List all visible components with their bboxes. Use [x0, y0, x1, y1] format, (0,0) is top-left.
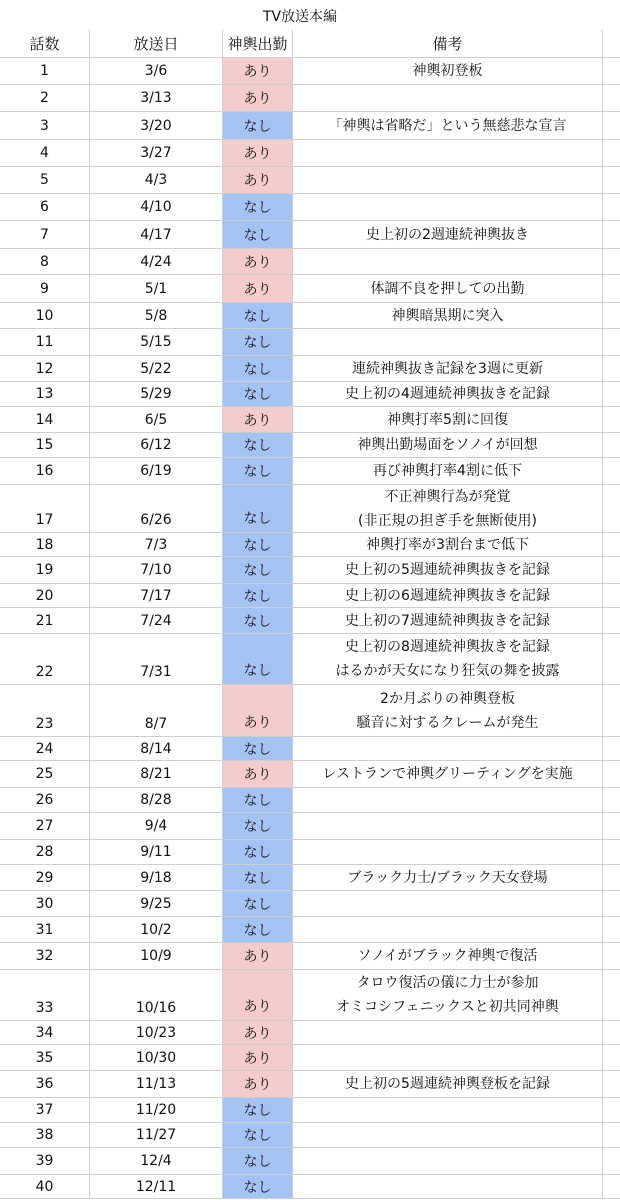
table-row: [0, 275, 620, 303]
note-cell[interactable]: [293, 891, 603, 917]
empty-cell[interactable]: [603, 533, 620, 557]
episode-cell[interactable]: 2: [0, 85, 90, 112]
date-cell[interactable]: 3/20: [90, 112, 223, 140]
date-cell[interactable]: 7/17: [90, 584, 223, 608]
date-cell[interactable]: 9/18: [90, 865, 223, 891]
episode-cell[interactable]: 37: [0, 1098, 90, 1123]
episode-cell[interactable]: 32: [0, 943, 90, 970]
table-row: [0, 943, 620, 970]
flag-cell-nashi[interactable]: なし: [223, 1148, 293, 1175]
table-row: [0, 1123, 620, 1148]
flag-cell-nashi[interactable]: なし: [223, 194, 293, 221]
note-cell[interactable]: [293, 1123, 603, 1148]
empty-cell[interactable]: [603, 1098, 620, 1123]
episode-cell[interactable]: 20: [0, 584, 90, 608]
flag-cell-ari[interactable]: あり: [223, 1045, 293, 1071]
note-line: ソノイがブラック神輿で復活: [357, 948, 538, 964]
flag-cell-nashi[interactable]: なし: [223, 584, 293, 608]
date-cell[interactable]: 12/4: [90, 1148, 223, 1175]
header-episode[interactable]: 話数: [0, 30, 90, 58]
note-line: 騒音に対するクレームが発生: [356, 714, 539, 731]
flag-cell-nashi[interactable]: なし: [223, 634, 293, 685]
table-row: [0, 584, 620, 608]
date-cell[interactable]: 5/22: [90, 356, 223, 382]
date-cell[interactable]: 4/24: [90, 249, 223, 275]
empty-cell[interactable]: [603, 221, 620, 249]
note-line: (非正規の担ぎ手を無断使用): [358, 512, 537, 529]
date-cell[interactable]: 6/19: [90, 458, 223, 485]
empty-cell[interactable]: [603, 584, 620, 608]
note-cell[interactable]: [293, 85, 603, 112]
flag-cell-ari[interactable]: あり: [223, 249, 293, 275]
episode-cell[interactable]: 14: [0, 407, 90, 433]
note-cell[interactable]: [293, 840, 603, 865]
table-row: [0, 557, 620, 584]
table-row: [0, 407, 620, 433]
empty-cell[interactable]: [603, 608, 620, 634]
table-row: [0, 813, 620, 840]
flag-cell-ari[interactable]: あり: [223, 761, 293, 788]
flag-cell-nashi[interactable]: なし: [223, 840, 293, 865]
flag-cell-nashi[interactable]: なし: [223, 788, 293, 813]
flag-cell-nashi[interactable]: なし: [223, 813, 293, 840]
empty-cell[interactable]: [603, 303, 620, 329]
date-cell[interactable]: 3/6: [90, 58, 223, 85]
flag-cell-nashi[interactable]: なし: [223, 112, 293, 140]
empty-cell[interactable]: [603, 30, 620, 58]
note-line: 史上初の7週連続神輿抜きを記録: [345, 612, 550, 629]
note-line: はるかが天女になり狂気の舞を披露: [335, 663, 560, 679]
note-cell[interactable]: [293, 1045, 603, 1071]
note-line: ブラック力士/ブラック天女登場: [347, 869, 548, 886]
note-cell[interactable]: [293, 608, 603, 634]
episode-cell[interactable]: 5: [0, 167, 90, 194]
table-row: [0, 1071, 620, 1098]
note-cell[interactable]: [293, 865, 603, 891]
date-cell[interactable]: 6/5: [90, 407, 223, 433]
empty-cell[interactable]: [603, 1175, 620, 1199]
date-cell[interactable]: 5/1: [90, 275, 223, 303]
note-line: 連続神輿抜き記録を3週に更新: [352, 360, 543, 377]
empty-cell[interactable]: [603, 140, 620, 167]
table-row: [0, 788, 620, 813]
note-cell[interactable]: [293, 167, 603, 194]
episode-cell[interactable]: 3: [0, 112, 90, 140]
empty-cell[interactable]: [603, 275, 620, 303]
flag-cell-nashi[interactable]: なし: [223, 221, 293, 249]
date-cell[interactable]: 10/30: [90, 1045, 223, 1071]
table-row: [0, 221, 620, 249]
date-cell[interactable]: 11/20: [90, 1098, 223, 1123]
table-row: [0, 1098, 620, 1123]
episode-cell[interactable]: 18: [0, 533, 90, 557]
note-cell[interactable]: [293, 433, 603, 458]
note-line: 2か月ぶりの神輿登板: [380, 690, 515, 707]
empty-cell[interactable]: [603, 485, 620, 533]
empty-cell[interactable]: [603, 407, 620, 433]
date-cell[interactable]: 11/27: [90, 1123, 223, 1148]
note-line: タロウ復活の儀に力士が参加: [356, 975, 539, 991]
episode-cell[interactable]: 17: [0, 485, 90, 533]
note-cell[interactable]: [293, 685, 603, 737]
empty-cell[interactable]: [603, 917, 620, 943]
empty-cell[interactable]: [603, 433, 620, 458]
note-cell[interactable]: [293, 584, 603, 608]
table-row: [0, 634, 620, 685]
date-cell[interactable]: 4/10: [90, 194, 223, 221]
table-row: [0, 85, 620, 112]
flag-cell-nashi[interactable]: なし: [223, 433, 293, 458]
date-cell[interactable]: 8/7: [90, 685, 223, 737]
table-row: [0, 737, 620, 761]
empty-cell[interactable]: [603, 329, 620, 356]
empty-cell[interactable]: [603, 1045, 620, 1071]
note-cell[interactable]: [293, 970, 603, 1021]
date-cell[interactable]: 5/29: [90, 382, 223, 407]
empty-cell[interactable]: [603, 943, 620, 970]
note-line: 神輿暗黒期に突入: [391, 307, 504, 324]
empty-cell[interactable]: [603, 634, 620, 685]
empty-cell[interactable]: [603, 85, 620, 112]
empty-cell[interactable]: [603, 1071, 620, 1098]
empty-cell[interactable]: [603, 194, 620, 221]
flag-cell-nashi[interactable]: なし: [223, 557, 293, 584]
empty-cell[interactable]: [603, 761, 620, 788]
episode-cell[interactable]: 30: [0, 891, 90, 917]
episode-cell[interactable]: 19: [0, 557, 90, 584]
episode-cell[interactable]: 11: [0, 329, 90, 356]
empty-cell[interactable]: [603, 58, 620, 85]
date-cell[interactable]: 12/11: [90, 1175, 223, 1199]
note-line: 神輿初登板: [412, 63, 483, 79]
episode-cell[interactable]: 26: [0, 788, 90, 813]
note-cell[interactable]: [293, 382, 603, 407]
episode-cell[interactable]: 35: [0, 1045, 90, 1071]
table-row: [0, 485, 620, 533]
table-row: [0, 249, 620, 275]
note-cell[interactable]: [293, 140, 603, 167]
note-cell[interactable]: [293, 458, 603, 485]
note-cell[interactable]: [293, 634, 603, 685]
table-row: [0, 970, 620, 1021]
table-row: [0, 167, 620, 194]
empty-cell[interactable]: [603, 1123, 620, 1148]
episode-cell[interactable]: 24: [0, 737, 90, 761]
header-date[interactable]: 放送日: [90, 30, 223, 58]
date-cell[interactable]: 8/14: [90, 737, 223, 761]
date-cell[interactable]: 4/17: [90, 221, 223, 249]
note-cell[interactable]: [293, 221, 603, 249]
note-cell[interactable]: [293, 249, 603, 275]
empty-cell[interactable]: [603, 167, 620, 194]
note-line: 神輿打率5割に回復: [387, 411, 508, 428]
table-row: [0, 112, 620, 140]
empty-cell[interactable]: [603, 382, 620, 407]
episode-cell[interactable]: 8: [0, 249, 90, 275]
episode-cell[interactable]: 33: [0, 970, 90, 1021]
flag-cell-ari[interactable]: あり: [223, 275, 293, 303]
empty-cell[interactable]: [603, 737, 620, 761]
date-cell[interactable]: 7/3: [90, 533, 223, 557]
note-cell[interactable]: [293, 1148, 603, 1175]
flag-cell-nashi[interactable]: なし: [223, 356, 293, 382]
flag-cell-nashi[interactable]: なし: [223, 865, 293, 891]
flag-cell-ari[interactable]: あり: [223, 970, 293, 1021]
date-cell[interactable]: 8/28: [90, 788, 223, 813]
date-cell[interactable]: 10/23: [90, 1021, 223, 1045]
flag-cell-ari[interactable]: あり: [223, 685, 293, 737]
note-line: レストランで神輿グリーティングを実施: [322, 766, 573, 782]
flag-cell-nashi[interactable]: なし: [223, 1098, 293, 1123]
note-line: 史上初の2週連続神輿抜き: [366, 226, 529, 243]
date-cell[interactable]: 4/3: [90, 167, 223, 194]
episode-cell[interactable]: 29: [0, 865, 90, 891]
note-cell[interactable]: [293, 943, 603, 970]
episode-cell[interactable]: 31: [0, 917, 90, 943]
date-cell[interactable]: 9/25: [90, 891, 223, 917]
empty-cell[interactable]: [603, 865, 620, 891]
episode-cell[interactable]: 13: [0, 382, 90, 407]
table-row: [0, 329, 620, 356]
empty-cell[interactable]: [603, 970, 620, 1021]
note-cell[interactable]: [293, 356, 603, 382]
note-cell[interactable]: [293, 557, 603, 584]
table-row: [0, 917, 620, 943]
date-cell[interactable]: 7/31: [90, 634, 223, 685]
episode-cell[interactable]: 16: [0, 458, 90, 485]
table-row: [0, 1175, 620, 1199]
table-row: [0, 458, 620, 485]
note-cell[interactable]: [293, 329, 603, 356]
note-line: 体調不良を押しての出勤: [370, 280, 525, 297]
note-cell[interactable]: [293, 533, 603, 557]
flag-cell-nashi[interactable]: なし: [223, 1175, 293, 1199]
note-line: 史上初の4週連続神輿抜きを記録: [345, 386, 550, 402]
date-cell[interactable]: 7/10: [90, 557, 223, 584]
episode-cell[interactable]: 21: [0, 608, 90, 634]
table-row: [0, 1045, 620, 1071]
empty-cell[interactable]: [603, 840, 620, 865]
empty-cell[interactable]: [603, 557, 620, 584]
note-line: 「神輿は省略だ」という無慈悲な宣言: [328, 117, 567, 134]
flag-cell-nashi[interactable]: なし: [223, 917, 293, 943]
table-row: [0, 608, 620, 634]
note-cell[interactable]: [293, 917, 603, 943]
note-line: 史上初の5週連続神輿登板を記録: [345, 1076, 550, 1092]
note-line: 再び神輿打率4割に低下: [373, 463, 522, 479]
note-cell[interactable]: [293, 1021, 603, 1045]
note-cell[interactable]: [293, 1098, 603, 1123]
date-cell[interactable]: 11/13: [90, 1071, 223, 1098]
table-row: [0, 140, 620, 167]
header-row: [0, 30, 620, 58]
empty-cell[interactable]: [603, 1148, 620, 1175]
table-row: [0, 433, 620, 458]
date-cell[interactable]: 10/9: [90, 943, 223, 970]
episode-cell[interactable]: 27: [0, 813, 90, 840]
episode-cell[interactable]: 36: [0, 1071, 90, 1098]
header-note[interactable]: 備考: [293, 30, 603, 58]
table-row: [0, 356, 620, 382]
empty-cell[interactable]: [603, 356, 620, 382]
empty-cell[interactable]: [603, 685, 620, 737]
episode-cell[interactable]: 25: [0, 761, 90, 788]
date-cell[interactable]: 5/8: [90, 303, 223, 329]
flag-cell-nashi[interactable]: なし: [223, 458, 293, 485]
date-cell[interactable]: 9/4: [90, 813, 223, 840]
table-row: [0, 382, 620, 407]
episode-cell[interactable]: 15: [0, 433, 90, 458]
episode-cell[interactable]: 38: [0, 1123, 90, 1148]
note-cell[interactable]: [293, 737, 603, 761]
table-row: [0, 1021, 620, 1045]
flag-cell-ari[interactable]: あり: [223, 1021, 293, 1045]
date-cell[interactable]: 3/13: [90, 85, 223, 112]
flag-cell-nashi[interactable]: なし: [223, 533, 293, 557]
flag-cell-nashi[interactable]: なし: [223, 485, 293, 533]
date-cell[interactable]: 7/24: [90, 608, 223, 634]
episode-cell[interactable]: 4: [0, 140, 90, 167]
flag-cell-ari[interactable]: あり: [223, 407, 293, 433]
table-row: [0, 58, 620, 85]
note-cell[interactable]: [293, 813, 603, 840]
date-cell[interactable]: 6/26: [90, 485, 223, 533]
date-cell[interactable]: 8/21: [90, 761, 223, 788]
episode-cell[interactable]: 12: [0, 356, 90, 382]
table-row: [0, 194, 620, 221]
note-line: 史上初の5週連続神輿抜きを記録: [345, 562, 550, 578]
note-line: 史上初の6週連続神輿抜きを記録: [345, 587, 550, 604]
flag-cell-ari[interactable]: あり: [223, 58, 293, 85]
note-cell[interactable]: [293, 303, 603, 329]
episode-cell[interactable]: 34: [0, 1021, 90, 1045]
episode-cell[interactable]: 6: [0, 194, 90, 221]
table-row: [0, 685, 620, 737]
empty-cell[interactable]: [603, 788, 620, 813]
note-cell[interactable]: [293, 194, 603, 221]
table-row: [0, 891, 620, 917]
empty-cell[interactable]: [603, 112, 620, 140]
flag-cell-ari[interactable]: あり: [223, 1071, 293, 1098]
date-cell[interactable]: 10/16: [90, 970, 223, 1021]
flag-cell-nashi[interactable]: なし: [223, 1123, 293, 1148]
date-cell[interactable]: 9/11: [90, 840, 223, 865]
flag-cell-ari[interactable]: あり: [223, 85, 293, 112]
episode-cell[interactable]: 1: [0, 58, 90, 85]
flag-cell-nashi[interactable]: なし: [223, 382, 293, 407]
flag-cell-nashi[interactable]: なし: [223, 891, 293, 917]
date-cell[interactable]: 6/12: [90, 433, 223, 458]
episode-cell[interactable]: 22: [0, 634, 90, 685]
flag-cell-nashi[interactable]: なし: [223, 608, 293, 634]
note-cell[interactable]: [293, 1175, 603, 1199]
flag-cell-ari[interactable]: あり: [223, 167, 293, 194]
flag-cell-nashi[interactable]: なし: [223, 303, 293, 329]
flag-cell-ari[interactable]: あり: [223, 140, 293, 167]
episode-cell[interactable]: 9: [0, 275, 90, 303]
flag-cell-ari[interactable]: あり: [223, 943, 293, 970]
empty-cell[interactable]: [603, 249, 620, 275]
table-row: [0, 303, 620, 329]
episode-cell[interactable]: 40: [0, 1175, 90, 1199]
empty-cell[interactable]: [603, 813, 620, 840]
empty-cell[interactable]: [603, 458, 620, 485]
note-cell[interactable]: [293, 58, 603, 85]
sheet-title-row: [0, 0, 620, 30]
sheet-title[interactable]: TV放送本編: [262, 9, 338, 25]
note-cell[interactable]: [293, 761, 603, 788]
table-row: [0, 761, 620, 788]
empty-cell[interactable]: [603, 1021, 620, 1045]
episode-cell[interactable]: 7: [0, 221, 90, 249]
table-row: [0, 1148, 620, 1175]
episode-cell[interactable]: 28: [0, 840, 90, 865]
episode-cell[interactable]: 10: [0, 303, 90, 329]
flag-cell-nashi[interactable]: なし: [223, 737, 293, 761]
note-line: 神輿出勤場面をソノイが回想: [357, 437, 538, 453]
table-row: [0, 840, 620, 865]
note-line: オミコシフェニックスと初共同神輿: [336, 999, 559, 1015]
empty-cell[interactable]: [603, 891, 620, 917]
note-line: 不正神輿行為が発覚: [384, 488, 511, 505]
note-cell[interactable]: [293, 485, 603, 533]
note-line: 神輿打率が3割台まで低下: [366, 536, 529, 553]
note-cell[interactable]: [293, 407, 603, 433]
episode-cell[interactable]: 23: [0, 685, 90, 737]
date-cell[interactable]: 5/15: [90, 329, 223, 356]
note-cell[interactable]: [293, 788, 603, 813]
flag-cell-nashi[interactable]: なし: [223, 329, 293, 356]
note-cell[interactable]: [293, 275, 603, 303]
note-line: 史上初の8週連続神輿抜きを記録: [345, 639, 550, 655]
table-row: [0, 533, 620, 557]
note-cell[interactable]: [293, 1071, 603, 1098]
date-cell[interactable]: 10/2: [90, 917, 223, 943]
header-flag[interactable]: 神輿出勤: [223, 30, 293, 58]
date-cell[interactable]: 3/27: [90, 140, 223, 167]
note-cell[interactable]: [293, 112, 603, 140]
table-row: [0, 865, 620, 891]
episode-cell[interactable]: 39: [0, 1148, 90, 1175]
